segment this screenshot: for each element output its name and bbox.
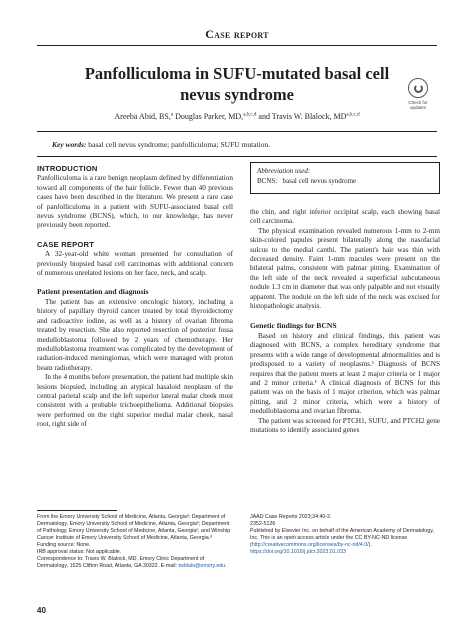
license-text: Published by Elsevier Inc. on behalf of the American Academy of Dermatology, Inc. This is an open access article under the CC BY-NC-ND license ( xyxy=(250,528,434,548)
history-heading: Patient presentation and diagnosis xyxy=(37,287,149,297)
intro-heading: INTRODUCTION xyxy=(37,164,98,173)
doi-link[interactable]: https://doi.org/10.1016/j.jdcr.2023.01.033 xyxy=(250,549,347,555)
irb-status: IRB approval status: Not applicable. xyxy=(37,549,122,555)
abbreviation-definition: basal cell nevus syndrome xyxy=(282,176,357,185)
footnotes-right xyxy=(250,514,440,556)
affiliations: From the Emory University School of Medicine, Atlanta, Georgiaᵃ; Department of Dermatology, Emory University School of Medicine, Atlanta, Georgiaᵇ; Department of Pathology, Emory University School of Medicine, Atlanta, Georgiaᶜ; and Winship Cancer Institute of Emory University School of Medicine, Atlanta, Georgia.ᵈ xyxy=(37,514,231,541)
section-label: Case report xyxy=(205,27,269,41)
check-for-updates-icon[interactable] xyxy=(408,78,428,98)
genetic-paragraph-2: The patient was screened for PTCH1, SUFU, and PTCH2 gene mutations to identify associated genes xyxy=(250,416,440,434)
abbreviation-box xyxy=(250,162,440,194)
author-2: Douglas Parker, MD, xyxy=(173,112,244,121)
license-end: ). xyxy=(368,542,372,548)
license-statement xyxy=(250,528,440,549)
correspondence xyxy=(37,556,233,570)
badge-line-1: Check for xyxy=(408,100,428,105)
keywords-label: Key words: xyxy=(52,140,87,149)
history-paragraph-2: In the 4 months before presentation, the patient had multiple skin lesions biopsied, including an atypical basaloid neoplasm of the central parietal scalp and the left superior lateral malar cheek most consistent with a probable trichoepithelioma. Additional biopsies were performed on the right superior medial malar cheek, nasal root, right side of xyxy=(37,373,233,429)
keywords xyxy=(52,140,270,149)
email-link[interactable]: twblalo@emory.edu xyxy=(178,563,226,569)
author-3-affil: a,b,c,d xyxy=(346,112,360,118)
keywords-rule-top xyxy=(37,131,437,132)
article-title xyxy=(60,63,414,105)
author-1-affil: a xyxy=(170,112,174,118)
journal-citation: JAAD Case Reports 2023;34:40-2. xyxy=(250,514,332,520)
keywords-text: basal cell nevus syndrome; panfolliculoma; SUFU mutation. xyxy=(86,140,271,149)
genetic-heading: Genetic findings for BCNS xyxy=(250,321,337,331)
check-for-updates-label[interactable] xyxy=(402,100,434,110)
genetic-paragraph-1: Based on history and clinical findings, this patient was diagnosed with BCNS, a complex hereditary syndrome that presents with a wide range of developmental abnormalities and is predisposed to a variety of neoplasms.¹ Diagnosis of BCNS requires that the patient meets at least 2 major criteria or 1 major and 2 minor criteria.¹ A clinical diagnosis of BCNS for this patient was on the basis of 1 major criterion, which was palmar pitting, and 2 minor criteria, which were a history of medulloblastoma and ovarian fibroma. xyxy=(250,331,440,416)
author-list xyxy=(30,112,444,121)
funding-source: Funding source: None. xyxy=(37,542,91,548)
author-1: Areeba Abid, BS, xyxy=(114,112,171,121)
title-line-1: Panfolliculoma in SUFU-mutated basal cell xyxy=(84,64,390,83)
page-number: 40 xyxy=(37,606,46,615)
footnotes-left xyxy=(37,514,233,570)
correspondence-text: Correspondence to: Travis W. Blalock, MD, Emory Clinic Department of Dermatology, 1525 Clifton Road, Atlanta, GA 30322. E-mail: xyxy=(37,556,205,569)
history-paragraph-1: The patient has an extensive oncologic history, including a history of papillary thyroid cancer treated by total thyroidectomy and radioactive iodine, as well as a history of ovarian fibroma treated by resection. She also reported resection of posterior fossa medulloblastoma followed by 2 years of chemotherapy. Her medulloblastoma treatment was complicated by the development of radiation-induced meningiomas, which were managed with proton beam radiotherapy. xyxy=(37,297,233,372)
abbreviation-title: Abbreviation used: xyxy=(257,167,311,175)
continued-paragraph: the chin, and right inferior occipital scalp, each showing basal cell carcinoma. xyxy=(250,208,440,226)
right-column xyxy=(250,208,440,435)
footnote-rule xyxy=(37,510,117,511)
author-2-affil: a,b,c,d xyxy=(243,112,257,118)
issn: 2352-5126 xyxy=(250,521,276,527)
keywords-rule-bottom xyxy=(37,156,437,157)
badge-line-2: updates xyxy=(409,105,426,110)
exam-paragraph: The physical examination revealed numerous 1-mm to 2-mm skin-colored papules present bilaterally along the nasofacial sulcus to the medial canthi. The patient's hair was thin with decreased density. Faint 1-mm macules were present on the bilateral palms, consistent with palmar pitting. Examination of the left side of the neck revealed a superficial subcutaneous nodule 1.3 cm in diameter that was only palpable and not visually apparent. The nodule on the left side of the neck was excised for histopathologic analysis. xyxy=(250,226,440,311)
intro-paragraph: Panfolliculoma is a rare benign neoplasm defined by differentiation toward all components of the hair follicle. Fewer than 40 previous cases have been described in the literature. We present a rare case of panfolliculoma in a patient with SUFU-associated basal cell nevus syndrome (BCNS), which, to our knowledge, has never previously been reported. xyxy=(37,174,233,230)
case-heading: CASE REPORT xyxy=(37,239,95,249)
license-link[interactable]: http://creativecommons.org/licenses/by-nc-nd/4.0/ xyxy=(251,542,369,548)
header-rule xyxy=(37,45,437,46)
abbreviation-entry xyxy=(257,177,433,187)
left-column xyxy=(37,158,233,430)
case-paragraph: A 32-year-old white woman presented for consultation of previously biopsied basal cell carcinomas with additional concern of numerous unrelated lesions on her face, neck, and scalp. xyxy=(37,250,233,278)
abbreviation-term: BCNS: xyxy=(257,176,278,185)
correspondence-end: . xyxy=(225,563,227,569)
title-line-2: nevus syndrome xyxy=(180,85,294,104)
author-3: and Travis W. Blalock, MD xyxy=(256,112,347,121)
